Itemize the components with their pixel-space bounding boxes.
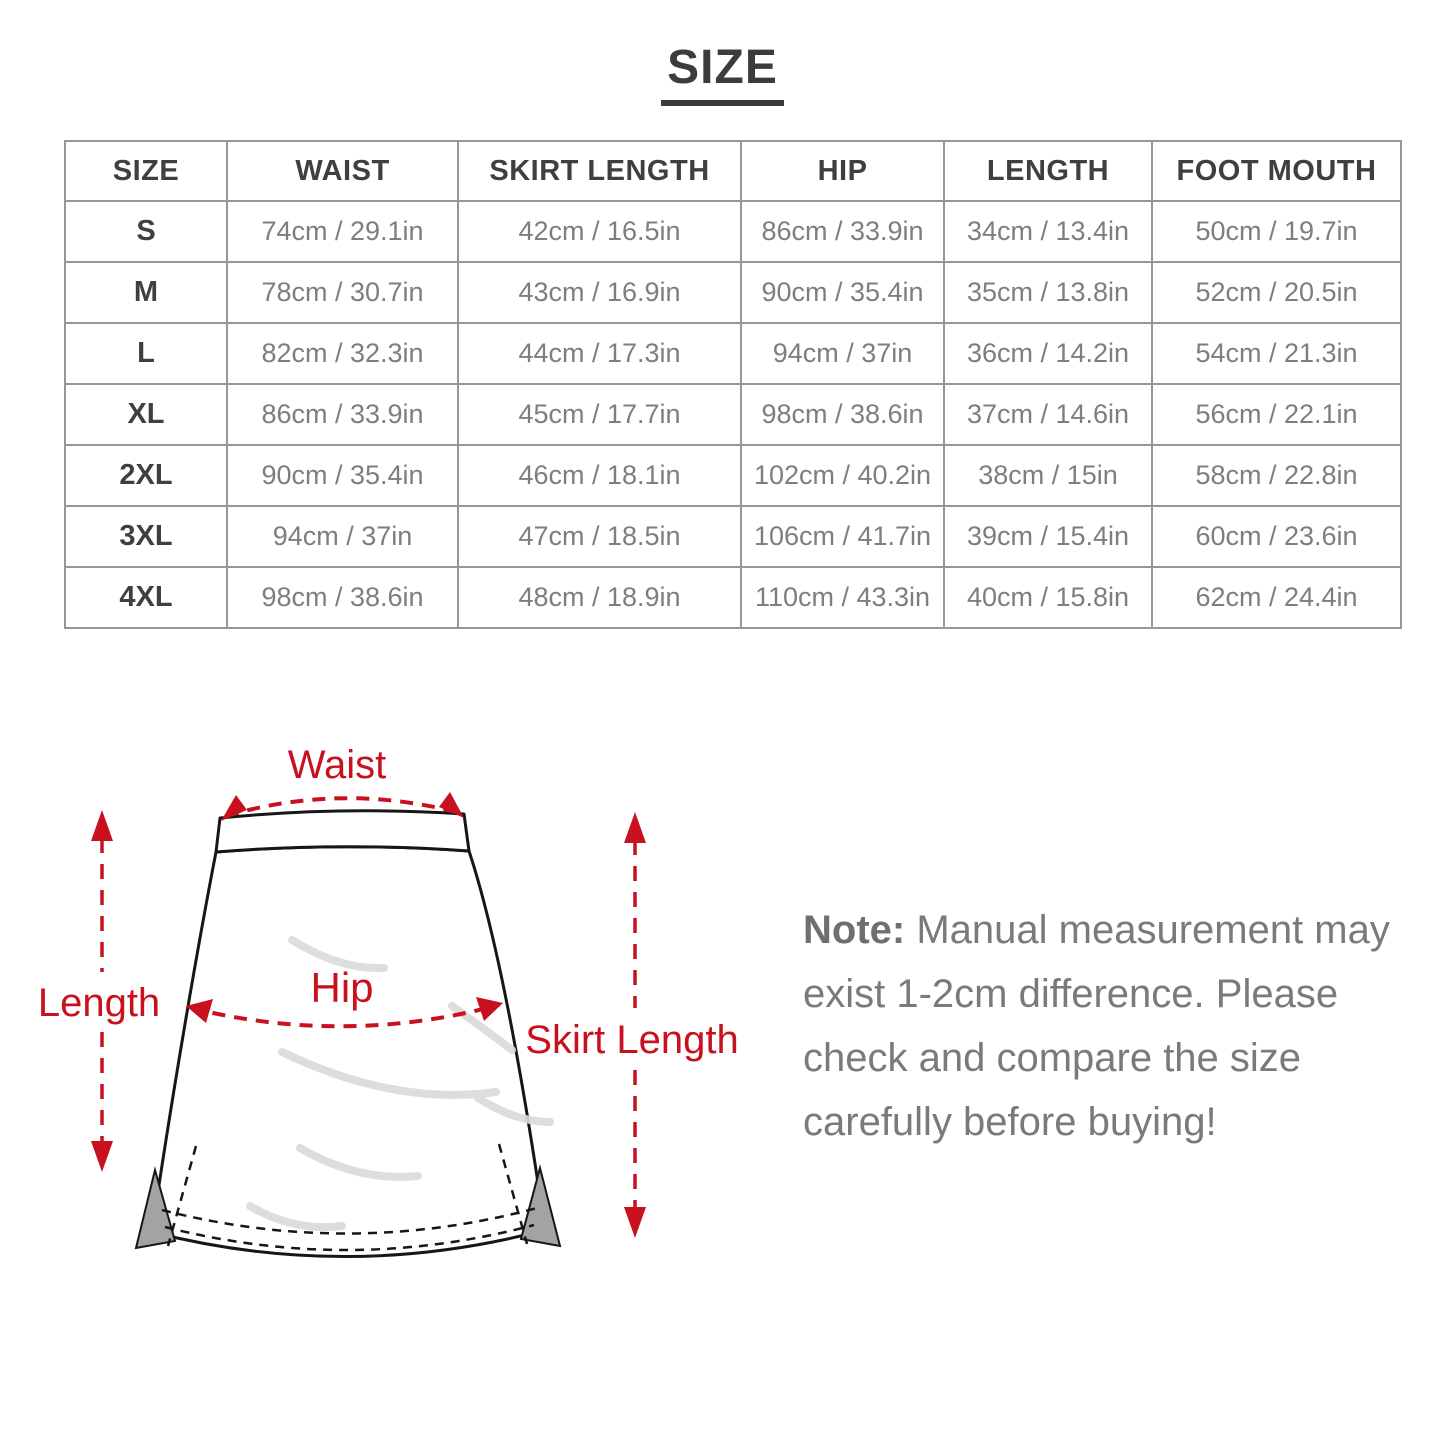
size-label: XL xyxy=(65,384,227,445)
table-header-row xyxy=(65,141,1401,201)
hip-value: 94cm / 37in xyxy=(741,323,944,384)
skirt-length-annotation xyxy=(525,812,738,1238)
foot-mouth-value: 56cm / 22.1in xyxy=(1152,384,1401,445)
skirt-length-value: 45cm / 17.7in xyxy=(458,384,741,445)
note-line: check and compare the size xyxy=(803,1036,1302,1080)
waist-annotation xyxy=(221,743,464,821)
skirt-length-arrowhead-top xyxy=(624,812,646,843)
waist-value: 94cm / 37in xyxy=(227,506,458,567)
hip-value: 90cm / 35.4in xyxy=(741,262,944,323)
size-label: L xyxy=(65,323,227,384)
table-row xyxy=(65,323,1401,384)
note-line xyxy=(803,898,1403,962)
header-hip: HIP xyxy=(741,141,944,201)
foot-mouth-value: 54cm / 21.3in xyxy=(1152,323,1401,384)
size-label: M xyxy=(65,262,227,323)
table-row xyxy=(65,445,1401,506)
table-row xyxy=(65,506,1401,567)
waist-value: 98cm / 38.6in xyxy=(227,567,458,628)
hip-value: 102cm / 40.2in xyxy=(741,445,944,506)
table-row xyxy=(65,567,1401,628)
length-arrowhead-bottom xyxy=(91,1141,113,1172)
waist-value: 78cm / 30.7in xyxy=(227,262,458,323)
waist-value: 74cm / 29.1in xyxy=(227,201,458,262)
size-label: S xyxy=(65,201,227,262)
waist-value: 86cm / 33.9in xyxy=(227,384,458,445)
length-value: 38cm / 15in xyxy=(944,445,1152,506)
hip-value: 86cm / 33.9in xyxy=(741,201,944,262)
skirt-length-value: 43cm / 16.9in xyxy=(458,262,741,323)
hip-value: 106cm / 41.7in xyxy=(741,506,944,567)
length-value: 34cm / 13.4in xyxy=(944,201,1152,262)
note-line: exist 1-2cm difference. Please xyxy=(803,972,1339,1016)
skirt-body-outline xyxy=(152,847,545,1257)
length-arrowhead-top xyxy=(91,810,113,841)
length-value: 36cm / 14.2in xyxy=(944,323,1152,384)
length-value: 37cm / 14.6in xyxy=(944,384,1152,445)
waist-value: 90cm / 35.4in xyxy=(227,445,458,506)
size-label: 4XL xyxy=(65,567,227,628)
hip-value: 98cm / 38.6in xyxy=(741,384,944,445)
header-foot-mouth: FOOT MOUTH xyxy=(1152,141,1401,201)
header-waist: WAIST xyxy=(227,141,458,201)
length-annotation xyxy=(38,810,160,1172)
note-text: Manual measurement may xyxy=(905,908,1390,952)
header-size: SIZE xyxy=(65,141,227,201)
foot-mouth-value: 58cm / 22.8in xyxy=(1152,445,1401,506)
skirt-length-value: 42cm / 16.5in xyxy=(458,201,741,262)
title-wrap xyxy=(0,40,1445,106)
table-row xyxy=(65,262,1401,323)
length-value: 39cm / 15.4in xyxy=(944,506,1152,567)
note-line: carefully before buying! xyxy=(803,1100,1217,1144)
length-label: Length xyxy=(37,981,161,1025)
table-row xyxy=(65,384,1401,445)
foot-mouth-value: 52cm / 20.5in xyxy=(1152,262,1401,323)
foot-mouth-value: 62cm / 24.4in xyxy=(1152,567,1401,628)
size-label: 3XL xyxy=(65,506,227,567)
skirt-length-label: Skirt Length xyxy=(525,1018,739,1062)
foot-mouth-value: 50cm / 19.7in xyxy=(1152,201,1401,262)
skirt-length-value: 44cm / 17.3in xyxy=(458,323,741,384)
length-value: 40cm / 15.8in xyxy=(944,567,1152,628)
skirt-length-value: 46cm / 18.1in xyxy=(458,445,741,506)
header-skirt-length: SKIRT LENGTH xyxy=(458,141,741,201)
header-length: LENGTH xyxy=(944,141,1152,201)
skirt-measurement-diagram xyxy=(30,726,760,1300)
skirt-length-value: 47cm / 18.5in xyxy=(458,506,741,567)
size-label: 2XL xyxy=(65,445,227,506)
hip-value: 110cm / 43.3in xyxy=(741,567,944,628)
size-table xyxy=(64,140,1402,629)
skirt-length-arrowhead-bottom xyxy=(624,1207,646,1238)
note-label: Note: xyxy=(803,908,906,952)
skirt-length-value: 48cm / 18.9in xyxy=(458,567,741,628)
table-row xyxy=(65,201,1401,262)
page-title: SIZE xyxy=(661,40,784,106)
length-value: 35cm / 13.8in xyxy=(944,262,1152,323)
foot-mouth-value: 60cm / 23.6in xyxy=(1152,506,1401,567)
waist-value: 82cm / 32.3in xyxy=(227,323,458,384)
hip-label: Hip xyxy=(310,964,374,1011)
skirt-waistband xyxy=(216,811,469,852)
measurement-note xyxy=(803,898,1403,1154)
waist-label: Waist xyxy=(287,743,387,787)
